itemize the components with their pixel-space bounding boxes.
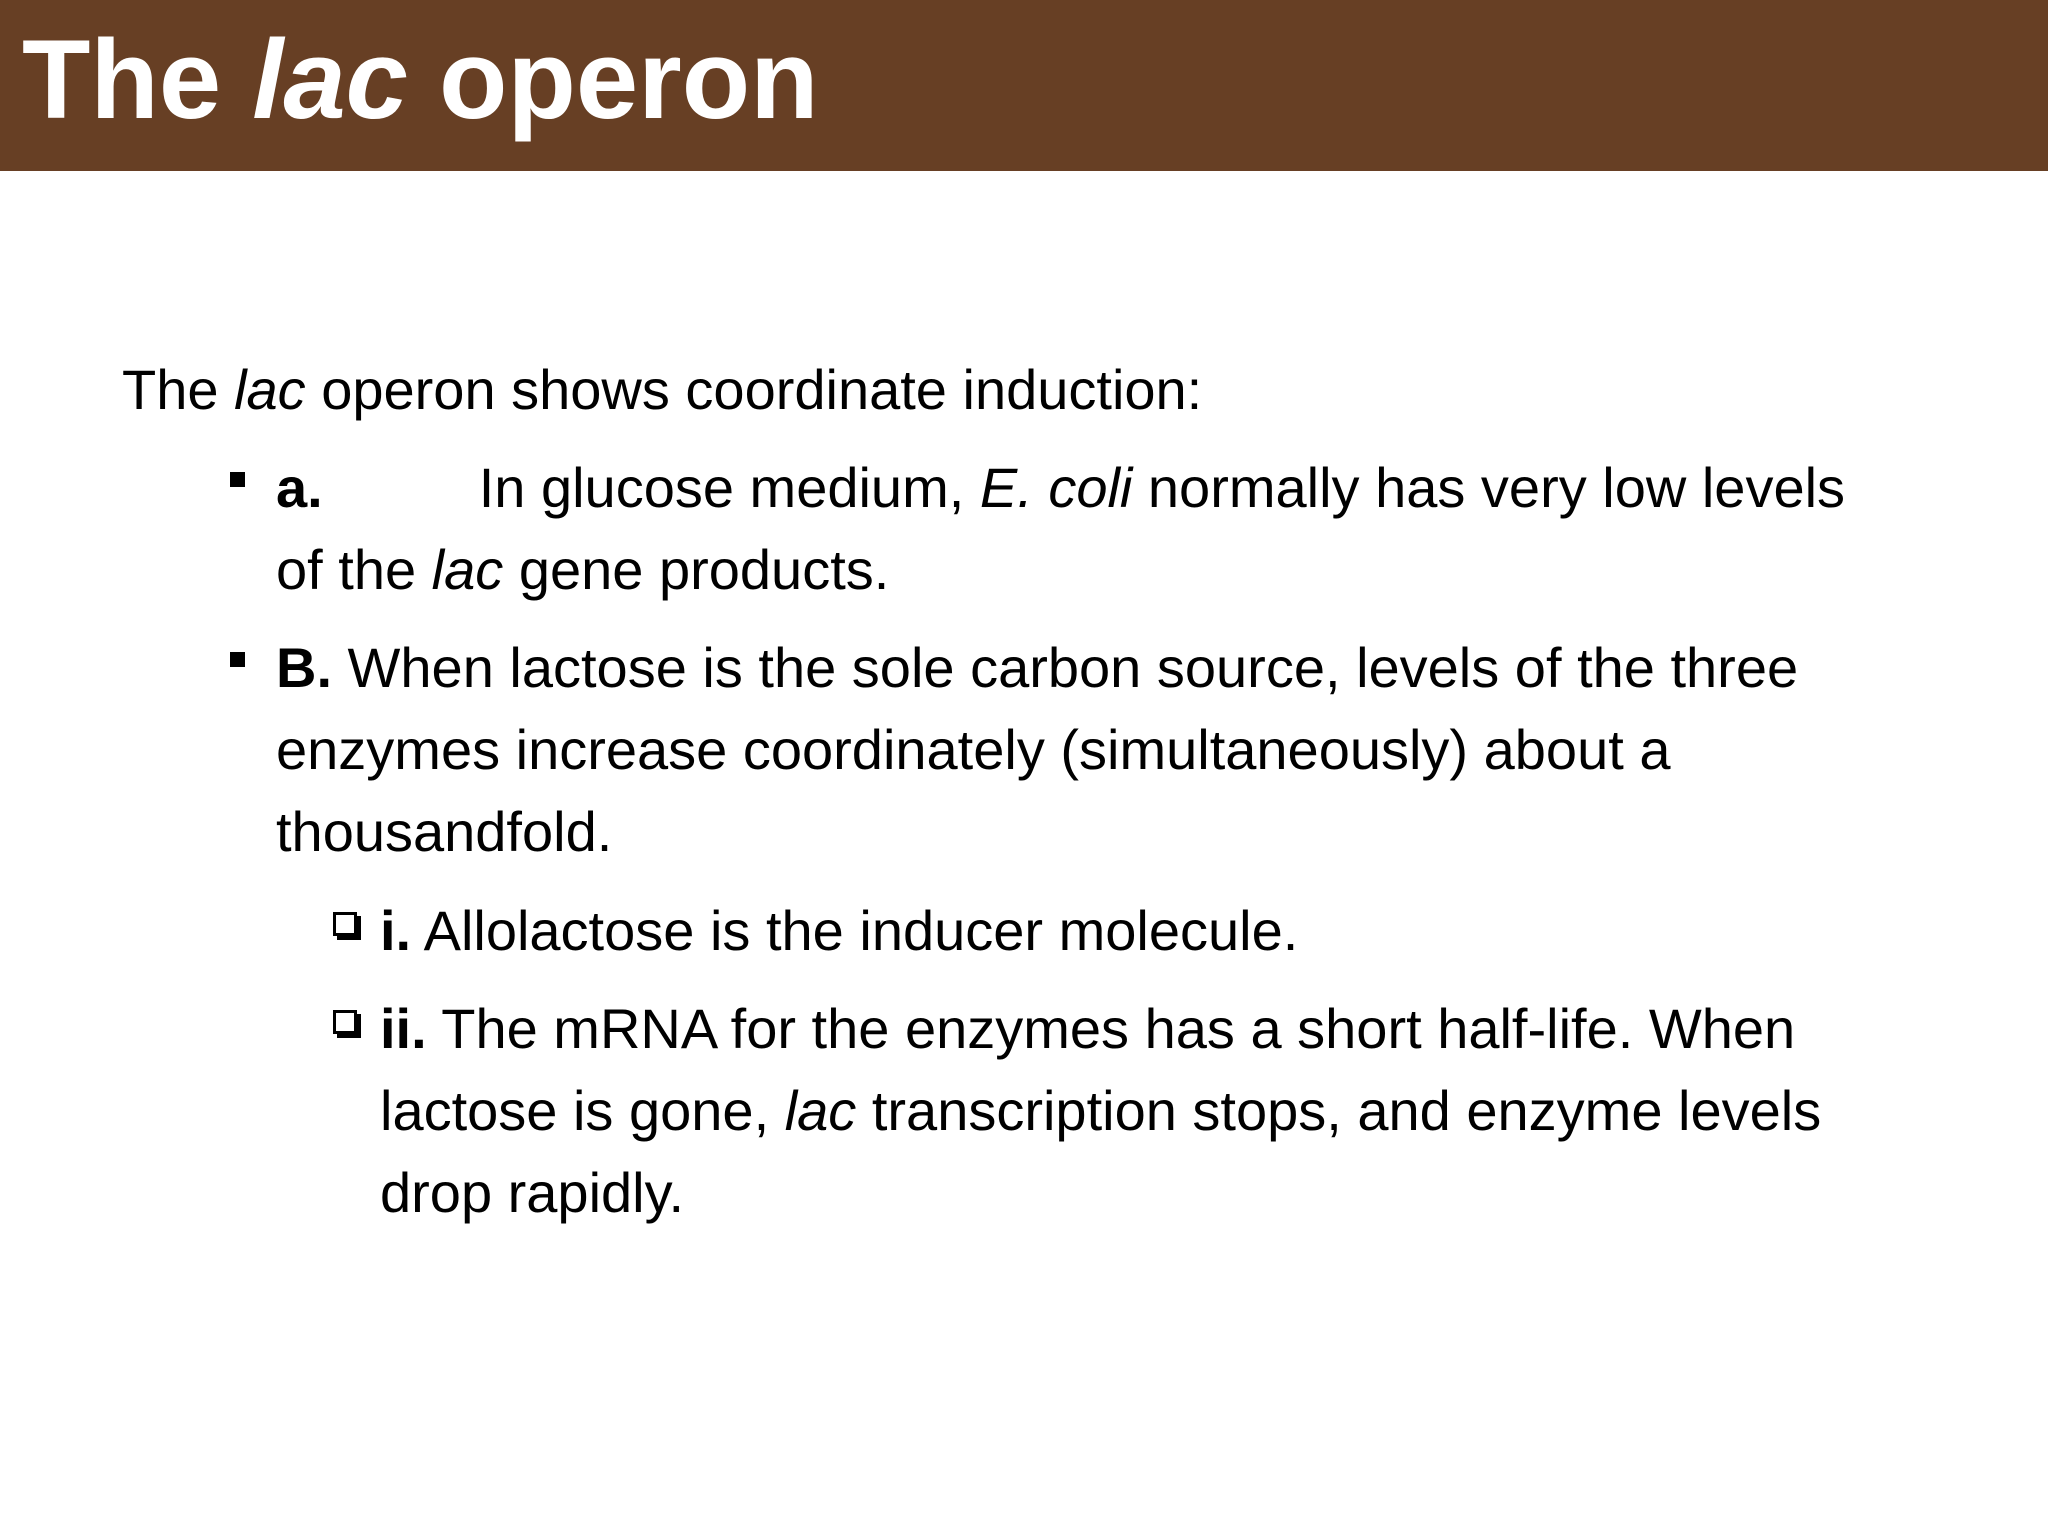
sub-bullet-ii [380,988,1860,1234]
intro-suffix: operon shows coordinate induction: [305,358,1203,421]
title-bar [0,0,2048,171]
shadow-box-bullet-icon [333,1010,357,1034]
sub-bullet-ii-text-1: The mRNA for the enzymes has a short half-life. When lactose is gone, [380,997,1796,1142]
bullet-a-italic-1: E. coli [979,456,1133,519]
sub-bullet-i [380,890,1860,972]
bullet-a-label: a. [276,456,323,519]
bullet-a-text-3: gene products. [503,538,890,601]
title-italic: lac [252,17,408,142]
bullet-b-label: B. [276,636,332,699]
bullet-b-text: When lactose is the sole carbon source, levels of the three enzymes increase coordinately (simultaneously) about a thousandfold. [276,636,1799,863]
sub-bullet-ii-italic: lac [784,1079,857,1142]
slide-title [22,18,819,141]
sub-bullet-i-label: i. [380,899,412,962]
intro-prefix: The [122,358,235,421]
square-bullet-icon [230,472,245,487]
bullet-a-italic-2: lac [431,538,504,601]
bullet-b [276,627,1876,873]
shadow-box-bullet-icon [333,912,357,936]
sub-bullet-ii-label: ii. [380,997,427,1060]
bullet-a-text-2: normally has very low levels of the [276,456,1846,601]
sub-bullet-ii-text-2: transcription stops, and enzyme levels drop rapidly. [380,1079,1822,1224]
intro-italic: lac [234,358,306,421]
square-bullet-icon [230,652,245,667]
bullet-a-text-1: In glucose medium, [478,456,980,519]
title-prefix: The [22,17,253,142]
bullet-a [276,447,1876,611]
sub-bullet-i-text: Allolactose is the inducer molecule. [411,899,1299,962]
title-suffix: operon [407,17,819,142]
intro-line [122,349,1202,431]
